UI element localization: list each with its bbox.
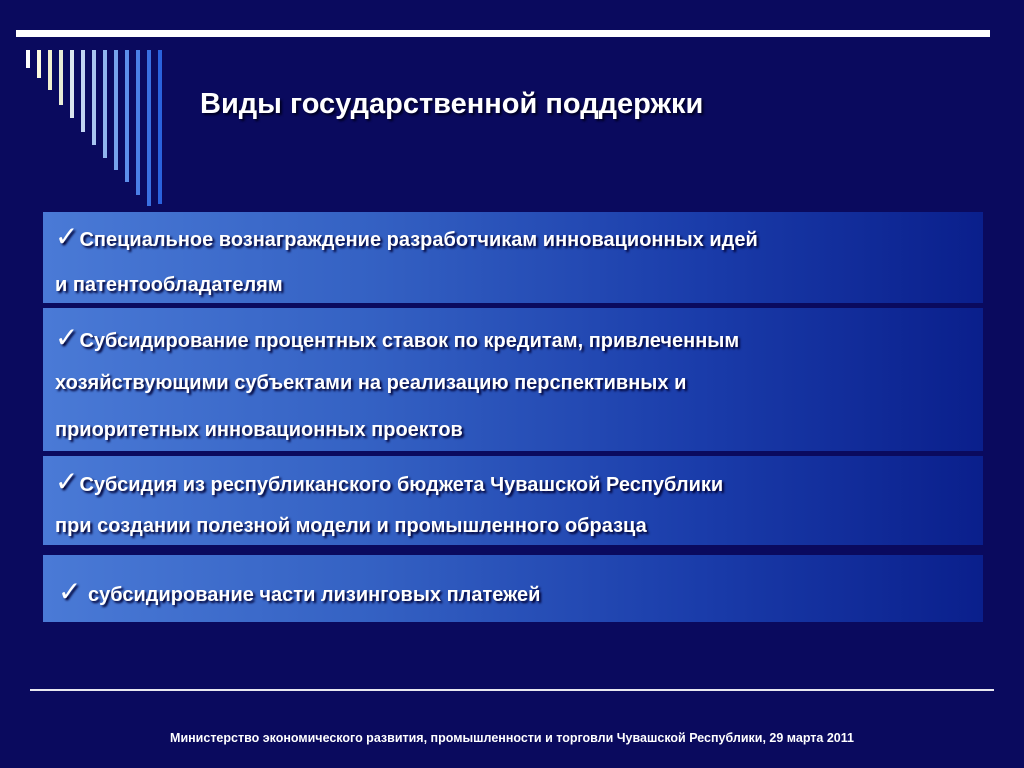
checkmark-icon: ✓: [55, 221, 79, 252]
support-item-3: [43, 456, 983, 545]
stripe: [81, 50, 85, 132]
stripe: [48, 50, 52, 90]
checkmark-icon: ✓: [55, 466, 79, 497]
stripe: [70, 50, 74, 118]
support-item-1: [43, 212, 983, 303]
stripe: [125, 50, 129, 182]
stripe: [103, 50, 107, 158]
item-text-line: Субсидирование процентных ставок по кредитам, привлеченным: [79, 330, 740, 352]
stripe: [114, 50, 118, 170]
top-rule: [16, 30, 990, 37]
stripe: [147, 50, 151, 206]
item-text-line: Субсидия из республиканского бюджета Чувашской Республики: [79, 474, 724, 496]
item-text-line: приоритетных инновационных проектов: [55, 419, 463, 441]
stripe: [158, 50, 162, 204]
support-item-2: [43, 308, 983, 451]
stripe: [37, 50, 41, 78]
item-text-line: хозяйствующими субъектами на реализацию перспективных и: [55, 372, 687, 394]
stripe: [136, 50, 140, 195]
stripe: [59, 50, 63, 105]
footer-text: Министерство экономического развития, промышленности и торговли Чувашской Республики, 29 марта 2011: [170, 731, 854, 745]
checkmark-icon: ✓: [55, 322, 79, 353]
item-text-line: Специальное вознаграждение разработчикам инновационных идей: [79, 229, 758, 251]
support-item-4: [43, 555, 983, 622]
decorative-stripes: [26, 50, 176, 210]
item-text-line: субсидирование части лизинговых платежей: [88, 584, 541, 606]
item-text-line: и патентообладателям: [55, 274, 283, 296]
stripe: [26, 50, 30, 68]
bottom-rule: [30, 689, 994, 691]
slide-title: Виды государственной поддержки: [200, 88, 704, 120]
stripe: [92, 50, 96, 145]
checkmark-icon: ✓: [58, 576, 82, 607]
item-text-line: при создании полезной модели и промышленного образца: [55, 515, 647, 537]
